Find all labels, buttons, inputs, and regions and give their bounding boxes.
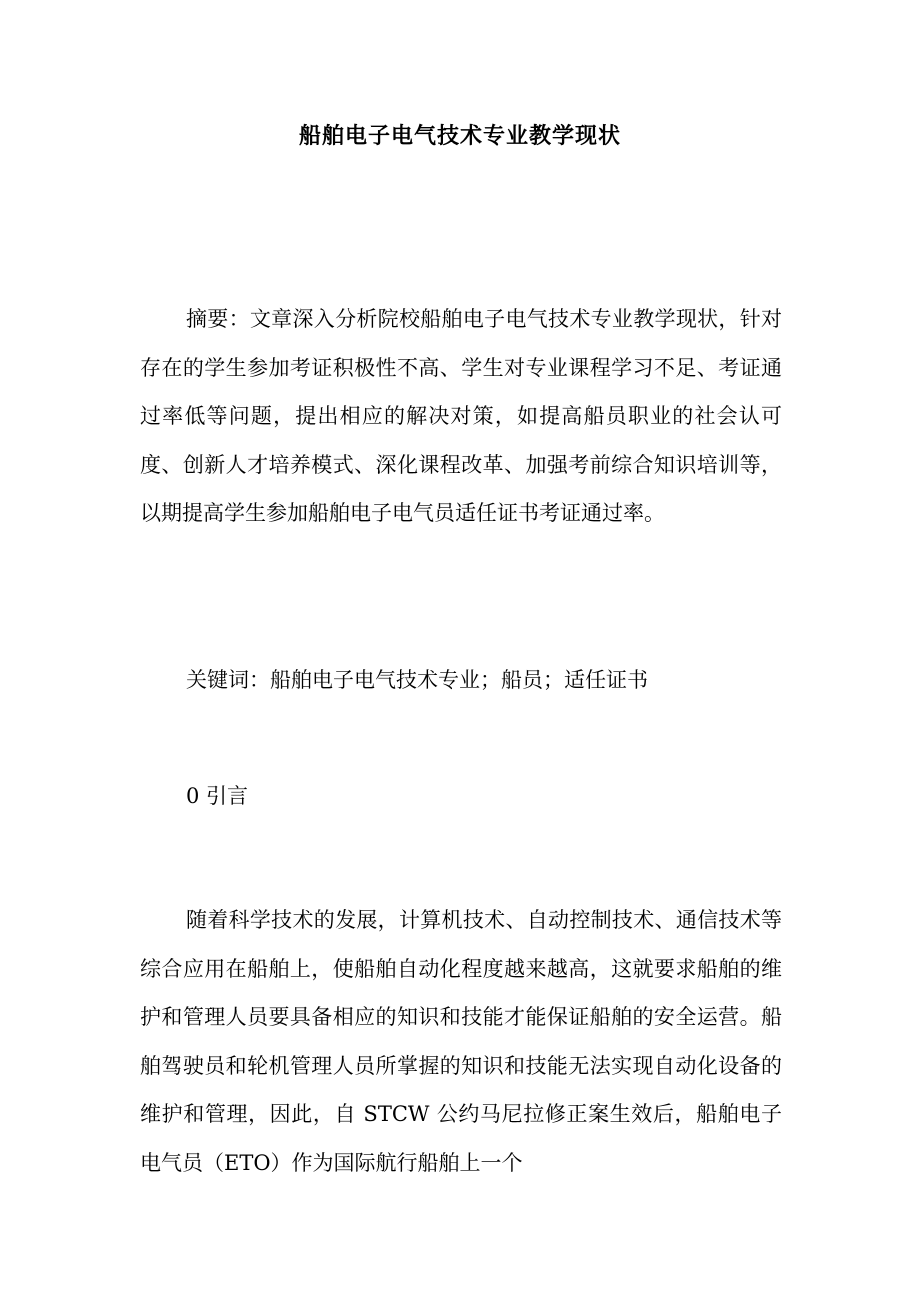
section-heading: 0 引言	[186, 784, 249, 808]
section-body-paragraph: 随着科学技术的发展，计算机技术、自动控制技术、通信技术等综合应用在船舶上，使船舶自动化程度越来越高，这就要求船舶的维护和管理人员要具备相应的知识和技能才能保证船舶的安全运营。船舶驾驶员和轮机管理人员所掌握的知识和技能无法实现自动化设备的维护和管理，因此，自 STCW 公约马尼拉修正案生效后，船舶电子电气员（ETO）作为国际航行船舶上一个	[140, 908, 782, 1175]
abstract-paragraph: 摘要：文章深入分析院校船舶电子电气技术专业教学现状，针对存在的学生参加考证积极性不高、学生对专业课程学习不足、考证通过率低等问题，提出相应的解决对策，如提高船员职业的社会认可度、创新人才培养模式、深化课程改革、加强考前综合知识培训等，以期提高学生参加船舶电子电气员适任证书考证通过率。	[140, 307, 782, 525]
keywords-paragraph: 关键词：船舶电子电气技术专业；船员；适任证书	[186, 668, 648, 692]
document-title: 船舶电子电气技术专业教学现状	[298, 123, 621, 149]
